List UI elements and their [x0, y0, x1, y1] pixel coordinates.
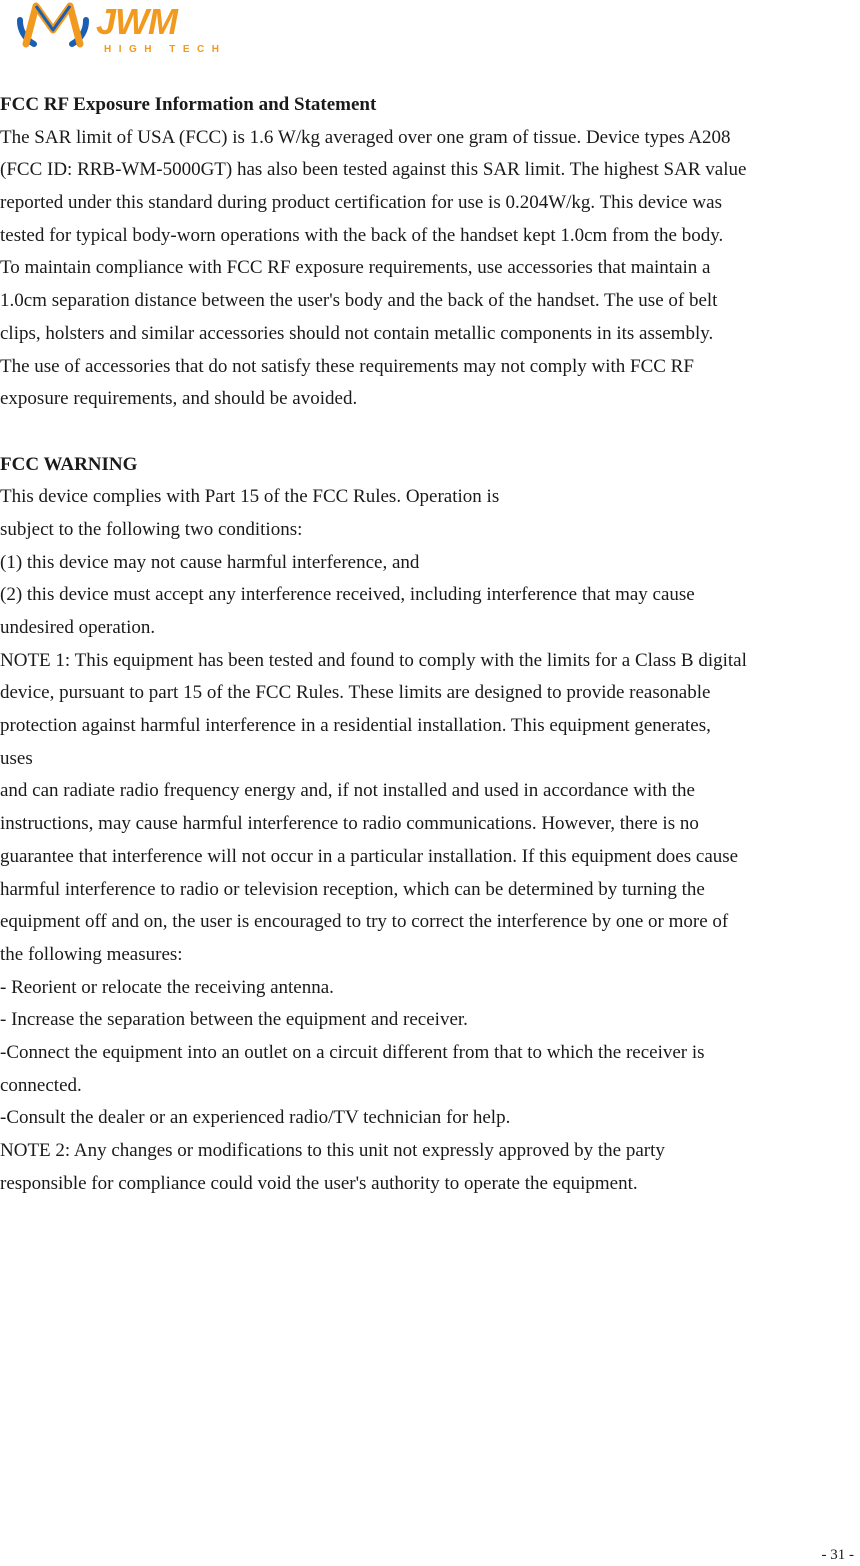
paragraph-line: (FCC ID: RRB-WM-5000GT) has also been tested against this SAR limit. The highest SAR value: [0, 159, 747, 181]
paragraph-line: uses: [0, 747, 33, 769]
jwm-logo-icon: [12, 0, 222, 56]
svg-text:JWM: JWM: [96, 1, 177, 42]
paragraph-line: 1.0cm separation distance between the user's body and the back of the handset. The use of belt: [0, 290, 718, 312]
paragraph-line: NOTE 1: This equipment has been tested and found to comply with the limits for a Class B digital: [0, 649, 747, 671]
paragraph-line: protection against harmful interference in a residential installation. This equipment generates,: [0, 715, 711, 737]
paragraph-line: - Reorient or relocate the receiving antenna.: [0, 976, 334, 998]
paragraph-line: The use of accessories that do not satisfy these requirements may not comply with FCC RF: [0, 355, 694, 377]
paragraph-line: -Consult the dealer or an experienced radio/TV technician for help.: [0, 1107, 511, 1129]
paragraph-line: device, pursuant to part 15 of the FCC Rules. These limits are designed to provide reasonable: [0, 682, 711, 704]
paragraph-line: - Increase the separation between the equipment and receiver.: [0, 1009, 468, 1031]
paragraph-line: connected.: [0, 1074, 82, 1096]
paragraph-line: (2) this device must accept any interference received, including interference that may cause: [0, 584, 695, 606]
spacer: [0, 416, 860, 449]
paragraph-line: the following measures:: [0, 943, 183, 965]
paragraph-line: undesired operation.: [0, 617, 156, 638]
paragraph-line: guarantee that interference will not occur in a particular installation. If this equipment does cause: [0, 845, 739, 867]
paragraph-line: exposure requirements, and should be avoided.: [0, 388, 358, 410]
page-number: - 31 -: [821, 1547, 854, 1563]
paragraph-line: -Connect the equipment into an outlet on a circuit different from that to which the receiver is: [0, 1041, 705, 1063]
svg-text:HIGH TECH: HIGH TECH: [104, 44, 222, 55]
section-title-rf-exposure: FCC RF Exposure Information and Statement: [0, 94, 377, 115]
paragraph-line: responsible for compliance could void the user's authority to operate the equipment.: [0, 1172, 638, 1194]
paragraph-line: This device complies with Part 15 of the FCC Rules. Operation is: [0, 486, 500, 508]
paragraph-line: The SAR limit of USA (FCC) is 1.6 W/kg averaged over one gram of tissue. Device types A208: [0, 126, 731, 148]
paragraph-line: reported under this standard during product certification for use is 0.204W/kg. This device was: [0, 192, 722, 214]
paragraph-line: tested for typical body-worn operations with the back of the handset kept 1.0cm from the body.: [0, 224, 724, 246]
paragraph-line: NOTE 2: Any changes or modifications to this unit not expressly approved by the party: [0, 1140, 665, 1161]
document-body: [0, 89, 860, 1200]
paragraph-line: To maintain compliance with FCC RF exposure requirements, use accessories that maintain a: [0, 257, 711, 279]
paragraph-line: (1) this device may not cause harmful interference, and: [0, 551, 420, 573]
section-title-fcc-warning: FCC WARNING: [0, 453, 138, 475]
paragraph-line: harmful interference to radio or television reception, which can be determined by turning the: [0, 878, 705, 900]
paragraph-line: subject to the following two conditions:: [0, 518, 303, 540]
paragraph-line: equipment off and on, the user is encouraged to try to correct the interference by one or more of: [0, 911, 729, 933]
paragraph-line: instructions, may cause harmful interference to radio communications. However, there is no: [0, 813, 699, 835]
paragraph-line: and can radiate radio frequency energy and, if not installed and used in accordance with the: [0, 780, 695, 802]
company-logo: [12, 0, 222, 56]
paragraph-line: clips, holsters and similar accessories should not contain metallic components in its assembly.: [0, 322, 714, 344]
